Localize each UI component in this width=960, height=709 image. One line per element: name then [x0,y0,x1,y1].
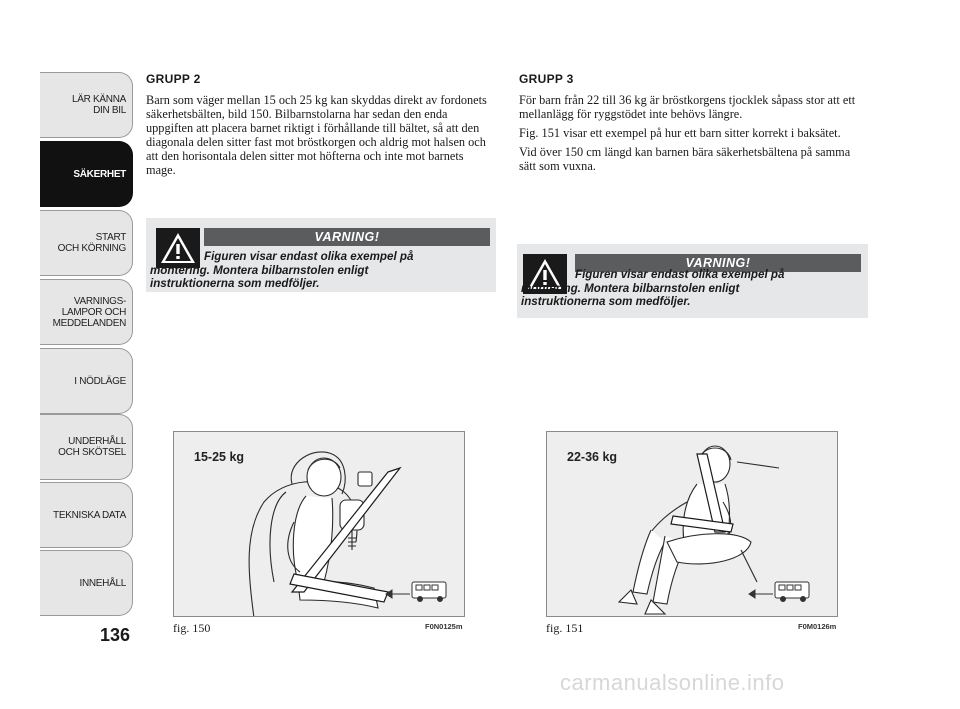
section-paragraph: Barn som väger mellan 15 och 25 kg kan skyddas direkt av fordonets säkerhetsbälten, bild 150. Bilbarnstolarna har sedan den enda uppgiften att placera barnet riktigt i förhållande till bältet, så att den diagonala delen sitter fast mot bröstkorgen och aldrig mot halsen och att den horisontala delen sitter mot höfterna och inte mot barnets mage. [146,93,487,177]
sidebar-tab-underhall[interactable] [40,414,133,480]
section-paragraph: För barn från 22 till 36 kg är bröstkorgens tjocklek såpass stor att ett mellanlägg för ryggstödet inte behövs längre. [519,93,856,121]
figure-weight-label: 15-25 kg [194,450,245,464]
booster-seat-illustration [174,432,465,617]
section-heading-grupp-3: GRUPP 3 [519,72,574,86]
figure-weight-label: 22-36 kg [567,450,618,464]
tab-label: UNDERHÅLL OCH SKÖTSEL [58,436,126,458]
sidebar-tab-varningslampor[interactable] [40,279,133,345]
figure-150-child-seat [173,431,465,617]
sidebar-tab-innehall[interactable] [40,550,133,616]
left-column [146,72,496,182]
warning-title: VARNING! [204,228,490,246]
section-heading-grupp-2: GRUPP 2 [146,72,201,86]
page-number: 136 [100,625,131,645]
sidebar-tab-lar-kanna[interactable] [40,72,133,138]
tab-label: TEKNISKA DATA [53,509,126,521]
right-column [519,72,864,178]
figure-code: F0M0126m [798,622,837,631]
tab-label: VARNINGS- LAMPOR OCH MEDDELANDEN [52,295,126,329]
sidebar-tab-start[interactable] [40,210,133,276]
van-icon [386,582,446,602]
section-paragraph: Fig. 151 visar ett exempel på hur ett barn sitter korrekt i baksätet. [519,126,841,140]
warning-text: Figuren visar endast olika exempel på montering. Montera bilbarnstolen enligt instruktionerna som medföljer. [521,268,785,308]
van-icon [749,582,809,602]
warning-box [146,218,496,292]
figure-code: F0N0125m [425,622,463,631]
sidebar-tab-nodlage[interactable] [40,348,133,414]
tab-label: INNEHÅLL [79,577,126,589]
sidebar-tab-tekniska-data[interactable] [40,482,133,548]
figure-caption: fig. 151 [546,621,584,635]
tab-label: LÄR KÄNNA DIN BIL [72,94,126,116]
tab-label: SÄKERHET [73,168,126,180]
sidebar-tab-sakerhet[interactable] [40,141,133,207]
warning-box [517,244,868,318]
warning-text: Figuren visar endast olika exempel på montering. Montera bilbarnstolen enligt instruktionerna som medföljer. [150,250,414,290]
booster-cushion-illustration [547,432,838,617]
section-paragraph: Vid över 150 cm längd kan barnen bära säkerhetsbältena på samma sätt som vuxna. [519,145,851,173]
figure-caption: fig. 150 [173,621,211,635]
tab-label: I NÖDLÄGE [74,375,126,387]
figure-151-child-seat [546,431,838,617]
watermark: carmanualsonline.info [560,670,785,695]
tab-label: START OCH KÖRNING [57,232,126,254]
warning-title: VARNING! [575,254,861,272]
